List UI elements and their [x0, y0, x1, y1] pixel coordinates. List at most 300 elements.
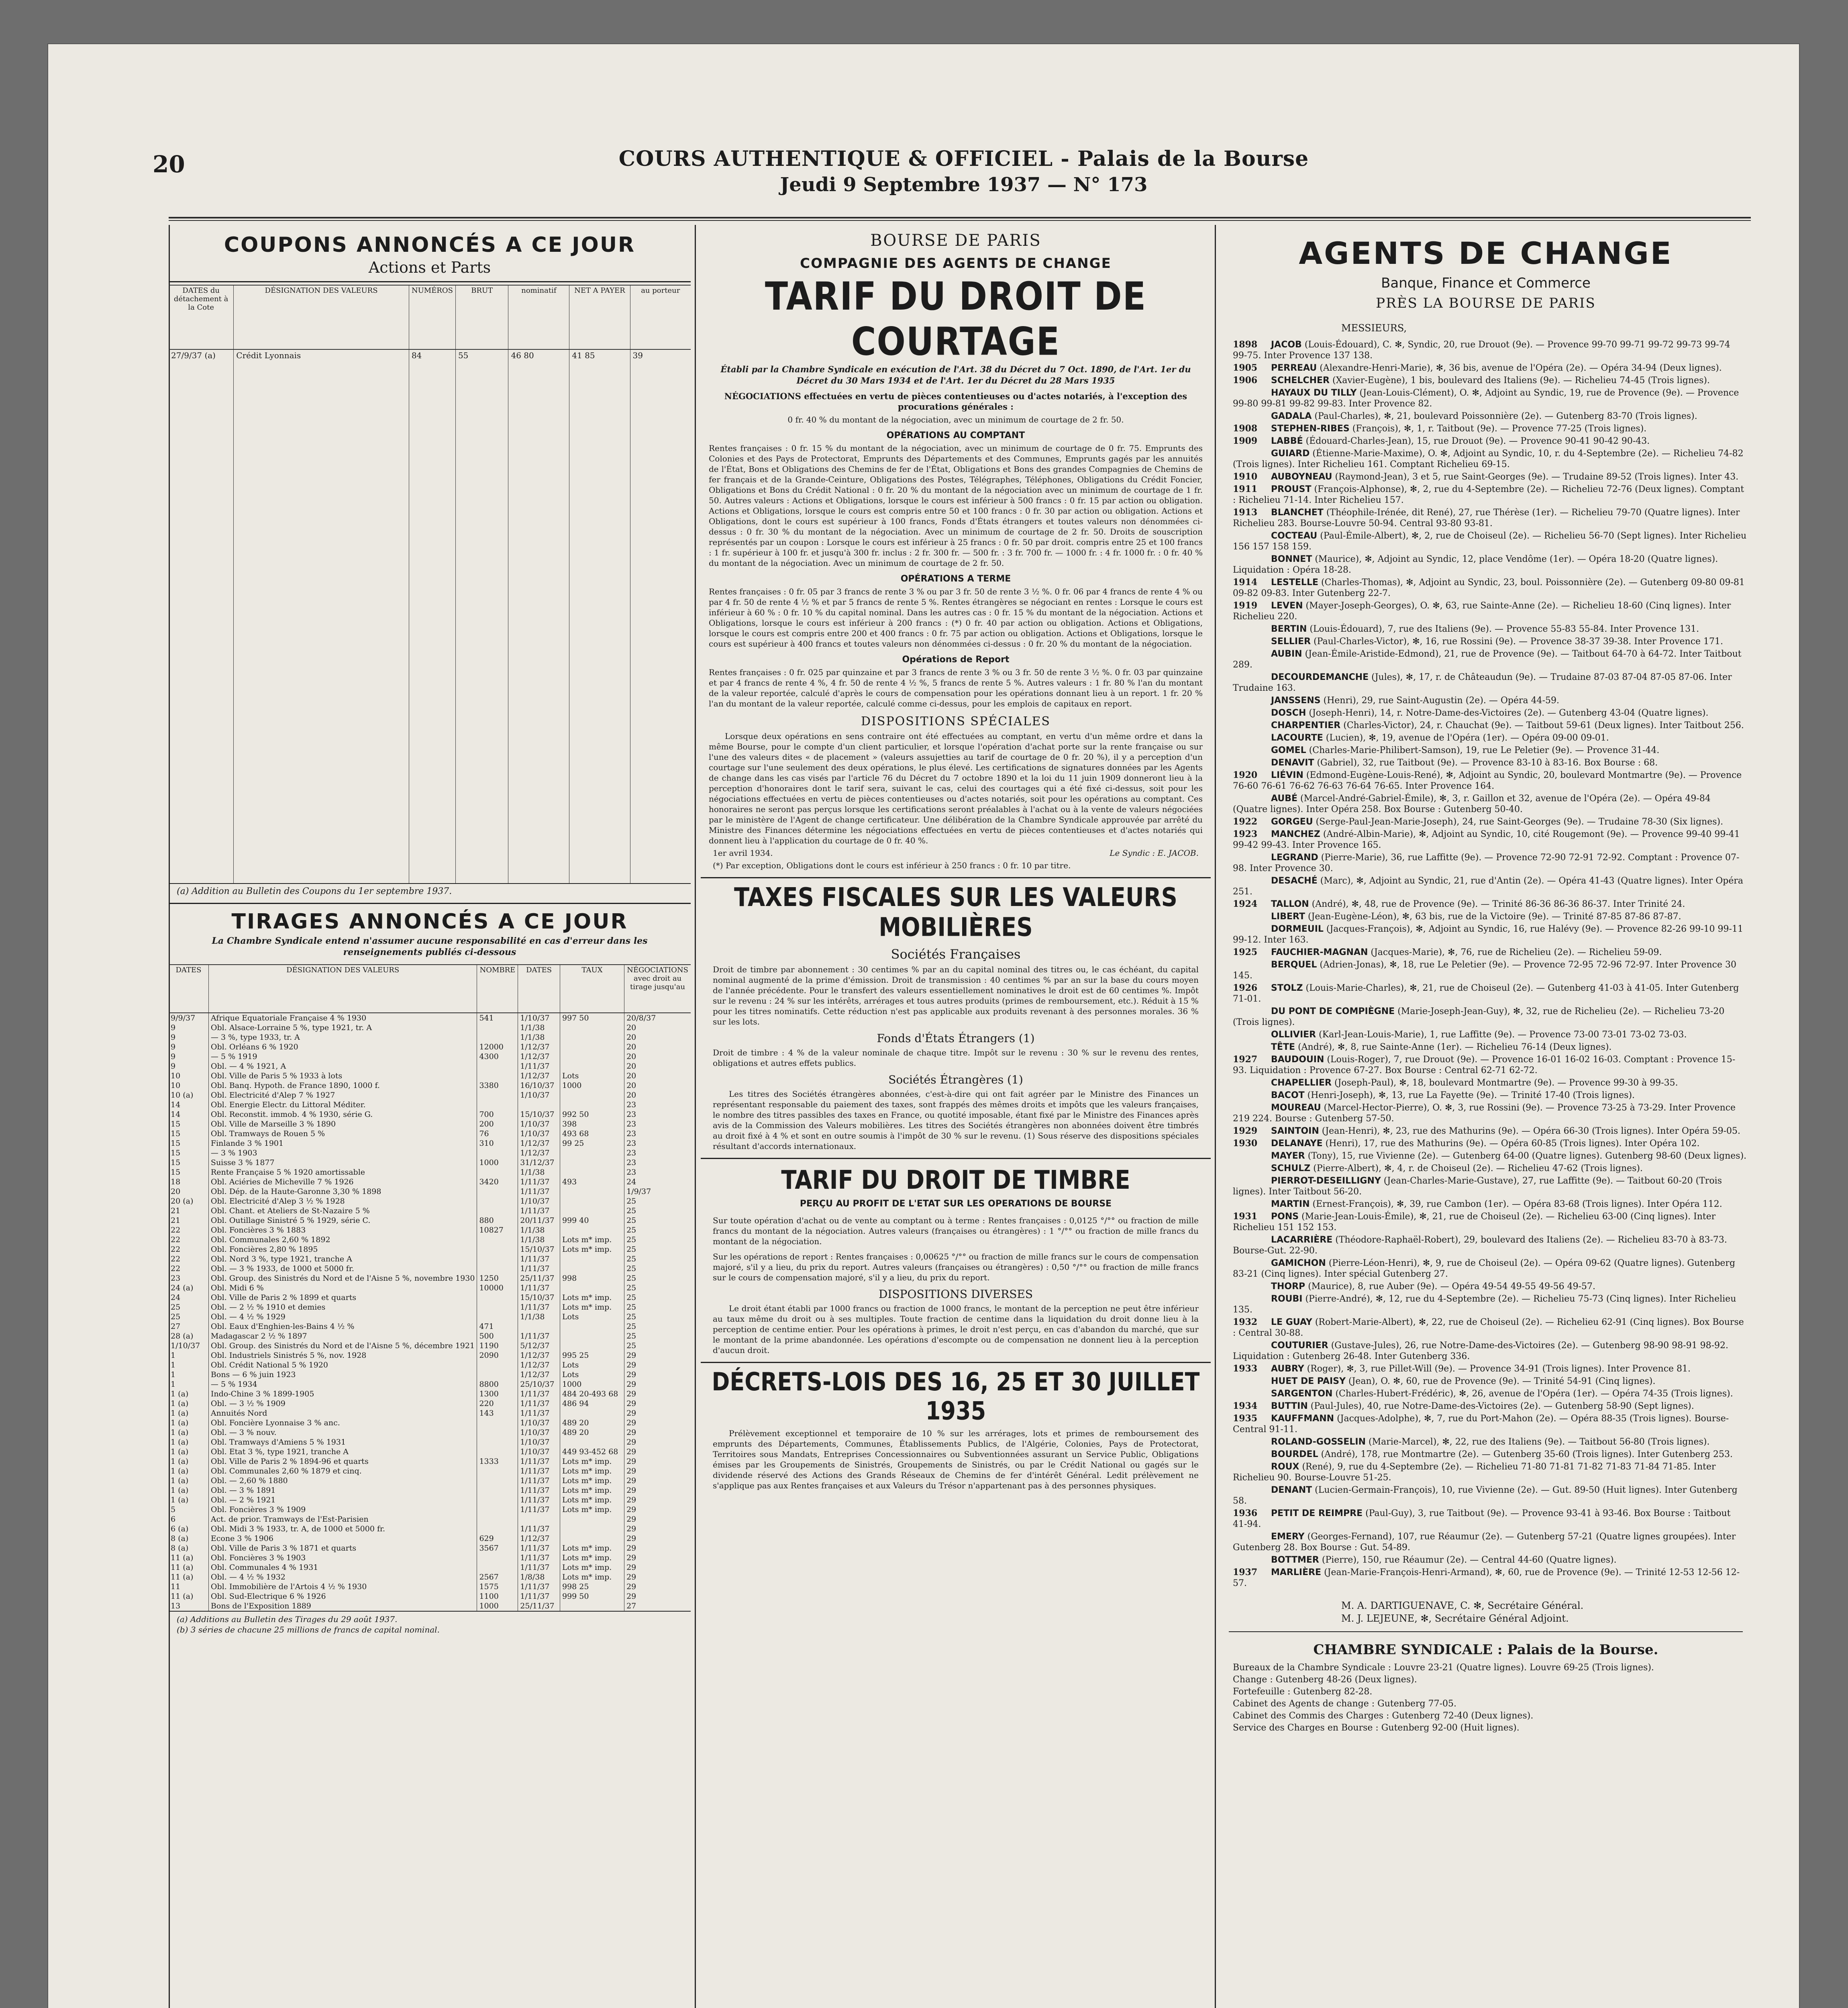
- agent-details: (Théophile-Irénée, dit René), 27, rue Thérèse (1er). — Richelieu 79-70 (Quatre lignes). Inter Richelieu 283. Bourse-Louvre 50-94. Central 93-80 93-81.: [1233, 508, 1740, 529]
- tirage-negociation: 20: [624, 1090, 691, 1100]
- agent-entry: [1233, 829, 1747, 851]
- tirage-taux: Lots: [560, 1360, 624, 1370]
- agent-name: ROUBI: [1271, 1294, 1303, 1304]
- tirage-negociation: 23: [624, 1148, 691, 1158]
- agent-name: FAUCHIER-MAGNAN: [1271, 947, 1368, 957]
- agent-details: (Paul-Émile-Albert), ✻, 2, rue de Choiseul (2e). — Richelieu 56-70 (Sept lignes). Inter Richelieu 156 157 158 159.: [1233, 531, 1747, 552]
- tirage-nombre: [477, 1418, 518, 1428]
- agent-name: JANSSENS: [1271, 696, 1321, 706]
- tirage-remb-date: 1/11/37: [518, 1331, 560, 1341]
- tirage-taux: [560, 1225, 624, 1235]
- societes-etrangeres-text: Les titres des Sociétés étrangères abonnées, c'est-à-dire qui ont fait agréer par le Ministre des Finances un représentant responsable du paiement des taxes, sont frappés des mêmes droits et impôts que les valeurs françaises, le nombre des titres passibles des taxes en France, ou quotité imposable, étant fixé par le Ministre des Finances après avis de la Commission des Valeurs mobilières. Les titres des Sociétés étrangères non abonnées doivent être timbrés au droit fixé à 4 % et sont en outre soumis à l'impôt de 30 % sur le revenu. (1) Sous réserve des dispositions spéciales résultant d'accords internationaux.: [713, 1089, 1199, 1151]
- agent-details: (Charles-Marie-Philibert-Samson), 19, rue Le Peletier (9e). — Provence 31-44.: [1309, 745, 1660, 755]
- fonds-etrangers-text: Droit de timbre : 4 % de la valeur nominale de chaque titre. Impôt sur le revenu : 30 % sur le revenu des rentes, obligations et autres effets publics.: [713, 1048, 1199, 1068]
- tirage-remb-date: 1/10/37: [518, 1447, 560, 1457]
- tirages-row: [169, 1245, 691, 1254]
- dispositions-title: DISPOSITIONS SPÉCIALES: [861, 714, 1050, 729]
- tirage-date: 8 (a): [171, 1534, 189, 1543]
- agent-details: (Lucien), ✻, 19, avenue de l'Opéra (1er). — Opéra 09-00 09-01.: [1326, 733, 1609, 743]
- agent-entry: [1233, 1151, 1747, 1161]
- dispositions-signoff: [713, 848, 1199, 858]
- tirage-taux: 489 20: [560, 1428, 624, 1437]
- tirage-negociation: 25: [624, 1322, 691, 1331]
- tirage-remb-date: 1/11/37: [518, 1206, 560, 1216]
- tarif-subtitle: Établi par la Chambre Syndicale en exécution de l'Art. 38 du Décret du 7 Oct. 1890, de l'Art. 1er du Décret du 30 Mars 1934 et de l'Art. 1er du Décret du 28 Mars 1935: [720, 364, 1191, 386]
- tirage-designation: Obl. Foncières 3 % 1909: [208, 1505, 477, 1514]
- tirage-nombre: 143: [477, 1408, 518, 1418]
- tirages-row: [169, 1322, 691, 1331]
- tirage-nombre: [477, 1264, 518, 1273]
- tirage-taux: Lots m* imp.: [560, 1466, 624, 1476]
- tirage-nombre: [477, 1486, 518, 1495]
- tirage-negociation: 29: [624, 1553, 691, 1563]
- tirage-nombre: 1575: [477, 1582, 518, 1592]
- tirage-taux: Lots: [560, 1071, 624, 1081]
- tirage-designation: Obl. — 2 % 1921: [208, 1495, 477, 1505]
- tirages-header-remb-dates: DATES: [518, 965, 560, 1013]
- tirage-designation: Obl. — 3 % 1933, de 1000 et 5000 fr.: [208, 1264, 477, 1273]
- tirage-date: 9: [171, 1023, 176, 1032]
- tirage-negociation: 20: [624, 1052, 691, 1061]
- tirage-taux: [560, 1408, 624, 1418]
- tirage-taux: 997 50: [560, 1013, 624, 1023]
- tirages-table: [169, 964, 691, 1611]
- tirage-nombre: [477, 1495, 518, 1505]
- tirage-negociation: 23: [624, 1110, 691, 1119]
- chambre-lines: [1233, 1662, 1743, 1734]
- tirage-remb-date: 1/10/37: [518, 1013, 560, 1023]
- agent-entry: [1233, 1363, 1747, 1374]
- tirages-row: [169, 1408, 691, 1418]
- tirage-remb-date: 1/11/37: [518, 1543, 560, 1553]
- agent-details: (Paul-Charles), ✻, 21, boulevard Poissonnière (2e). — Gutenberg 83-70 (Trois lignes).: [1314, 411, 1697, 421]
- agent-name: DECOURDEMANCHE: [1271, 672, 1369, 682]
- agent-entry: [1233, 1163, 1747, 1174]
- tirage-remb-date: 1/8/38: [518, 1572, 560, 1582]
- tirage-designation: Obl. Ville de Paris 5 % 1933 à lots: [208, 1071, 477, 1081]
- tirage-taux: Lots m* imp.: [560, 1476, 624, 1486]
- tirage-taux: [560, 1206, 624, 1216]
- agent-details: (Marie-Jean-Louis-Émile), ✻, 21, rue de Choiseul (2e). — Richelieu 63-00 (Cinq lignes). Inter Richelieu 151 152 153.: [1233, 1212, 1716, 1233]
- agent-entry: [1233, 1102, 1747, 1124]
- tirage-date: 1 (a): [171, 1438, 189, 1447]
- tirage-taux: 999 40: [560, 1216, 624, 1225]
- tirage-taux: [560, 1061, 624, 1071]
- tirage-nombre: [477, 1061, 518, 1071]
- agent-entry: [1233, 423, 1747, 434]
- agent-name: TÊTE: [1271, 1042, 1295, 1052]
- tirage-designation: — 3 %, type 1933, tr. A: [208, 1033, 477, 1042]
- agent-name: DU PONT DE COMPIÈGNE: [1271, 1006, 1395, 1016]
- agent-details: (Théodore-Raphaël-Robert), 29, boulevard des Italiens (2e). — Richelieu 83-70 à 83-73. Bourse-Gut. 22-90.: [1233, 1235, 1727, 1256]
- agent-entry: [1233, 899, 1747, 910]
- agent-name: COCTEAU: [1271, 531, 1318, 541]
- tirage-designation: Madagascar 2 ½ % 1897: [208, 1331, 477, 1341]
- agent-name: LE GUAY: [1271, 1317, 1312, 1327]
- tirage-nombre: [477, 1466, 518, 1476]
- tirage-designation: Obl. Foncières 3 % 1903: [208, 1553, 477, 1563]
- agent-entry: [1233, 852, 1747, 874]
- agent-name: BOURDEL: [1271, 1449, 1318, 1459]
- agent-name: PIERROT-DESEILLIGNY: [1271, 1176, 1381, 1186]
- agent-details: (Jean-Louis-Clément), O. ✻, Adjoint au Syndic, 19, rue de Provence (9e). — Provence 99-80 99-81 99-82 99-83. Inter Provence 82.: [1233, 388, 1739, 409]
- agent-entry: [1233, 388, 1747, 409]
- tirage-designation: Obl. Tramways d'Amiens 5 % 1931: [208, 1437, 477, 1447]
- negociations-rate: 0 fr. 40 % du montant de la négociation, avec un minimum de courtage de 2 fr. 50.: [787, 415, 1124, 424]
- tirage-nombre: [477, 1033, 518, 1042]
- agent-name: LIÉVIN: [1271, 770, 1303, 780]
- tirage-date: 1 (a): [171, 1496, 189, 1504]
- tirage-nombre: 471: [477, 1322, 518, 1331]
- diverses-text: Le droit étant établi par 1000 francs ou fraction de 1000 francs, le montant de la perception ne peut être inférieur au taux même du droit ou à ses multiples. Toute fraction de centime dans la liquidation du droit donne lieu à la perception de centime entier. Pour les opérations à primes, le droit n'est perçu, en cas d'abandon du marché, que sur le montant de la prime abandonnée. Les opérations d'escompte ou de compensation ne donnent lieu à la perception d'aucun droit.: [713, 1304, 1199, 1355]
- chambre-line: Change : Gutenberg 48-26 (Deux lignes).: [1233, 1675, 1417, 1685]
- tirage-taux: [560, 1196, 624, 1206]
- tirage-designation: Indo-Chine 3 % 1899-1905: [208, 1389, 477, 1399]
- agent-details: (André), ✻, 48, rue de Provence (9e). — Trinité 86-36 86-36 86-37. Inter Trinité 24.: [1312, 899, 1685, 909]
- agent-entry: [1233, 1235, 1747, 1256]
- agent-name: LESTELLE: [1271, 578, 1318, 588]
- tirage-remb-date: 1/1/38: [518, 1225, 560, 1235]
- tirages-row: [169, 1177, 691, 1187]
- tirage-designation: Obl. Outillage Sinistré 5 % 1929, série C.: [208, 1216, 477, 1225]
- taxes-title: TAXES FISCALES SUR LES VALEURS MOBILIÈRES: [734, 882, 1177, 943]
- tirage-nombre: 1100: [477, 1592, 518, 1601]
- tirage-remb-date: 1/11/37: [518, 1061, 560, 1071]
- tirage-nombre: 10827: [477, 1225, 518, 1235]
- agent-year: 1908: [1233, 423, 1258, 434]
- tirage-date: 1: [171, 1361, 176, 1369]
- tirage-designation: Obl. Eaux d'Enghien-les-Bains 4 ½ %: [208, 1322, 477, 1331]
- tirages-row: [169, 1090, 691, 1100]
- agent-name: STOLZ: [1271, 983, 1303, 993]
- timbre-title: TARIF DU DROIT DE TIMBRE: [781, 1165, 1130, 1195]
- tirages-row: [169, 1119, 691, 1129]
- agent-details: (Maurice), ✻, Adjoint au Syndic, 12, place Vendôme (1er). — Opéra 18-20 (Quatre lignes). Liquidation : Opéra 18-28.: [1233, 554, 1718, 575]
- tirages-row: [169, 1216, 691, 1225]
- tirages-header-designation: DÉSIGNATION DES VALEURS: [208, 965, 477, 1013]
- tirage-date: 11 (a): [171, 1563, 194, 1572]
- tirage-negociation: 29: [624, 1582, 691, 1592]
- tirage-designation: Obl. Ville de Paris 3 % 1871 et quarts: [208, 1543, 477, 1553]
- tirage-taux: 489 20: [560, 1418, 624, 1428]
- tirage-negociation: 29: [624, 1447, 691, 1457]
- tirage-date: 14: [171, 1110, 181, 1119]
- tirage-taux: 99 25: [560, 1139, 624, 1148]
- tirage-date: 1/10/37: [171, 1341, 200, 1350]
- agent-entry: [1233, 1006, 1747, 1028]
- tirages-row: [169, 1158, 691, 1167]
- agent-details: (Maurice), 8, rue Auber (9e). — Opéra 49-54 49-55 49-56 49-57.: [1308, 1282, 1595, 1292]
- tirage-negociation: 25: [624, 1273, 691, 1283]
- tirage-date: 1 (a): [171, 1428, 189, 1437]
- tirage-taux: [560, 1524, 624, 1534]
- tirage-taux: Lots: [560, 1370, 624, 1379]
- agent-name: PETIT DE REIMPRE: [1271, 1508, 1363, 1518]
- tirage-nombre: 541: [477, 1013, 518, 1023]
- tirage-negociation: 1/9/37: [624, 1187, 691, 1196]
- agent-details: (Jacques-François), ✻, Adjoint au Syndic, 16, rue Halévy (9e). — Provence 82-26 99-10 99-11 99-12. Inter 163.: [1233, 924, 1743, 945]
- tirage-taux: 486 94: [560, 1399, 624, 1408]
- tirage-date: 24: [171, 1293, 181, 1302]
- tirage-remb-date: 1/11/37: [518, 1466, 560, 1476]
- agent-name: LEVEN: [1271, 601, 1303, 611]
- tirages-header-nombre: NOMBRE: [477, 965, 518, 1013]
- tirage-date: 1 (a): [171, 1399, 189, 1408]
- agent-details: (Alexandre-Henri-Marie), ✻, 36 bis, avenue de l'Opéra (2e). — Opéra 34-94 (Deux lignes).: [1320, 363, 1722, 373]
- coupon-date: 27/9/37 (a): [171, 351, 216, 360]
- agent-entry: [1233, 1042, 1747, 1053]
- tirages-row: [169, 1437, 691, 1447]
- tirage-designation: Obl. — 4 ½ % 1929: [208, 1312, 477, 1322]
- tirage-negociation: 25: [624, 1302, 691, 1312]
- tirage-negociation: 29: [624, 1457, 691, 1466]
- coupons-header-brut: BRUT: [455, 285, 508, 349]
- tirage-designation: Obl. Industriels Sinistrés 5 %, nov. 1928: [208, 1351, 477, 1360]
- tirage-negociation: 25: [624, 1225, 691, 1235]
- tirage-taux: 999 50: [560, 1592, 624, 1601]
- agent-details: (Pierre-Léon-Henri), ✻, 9, rue de Choiseul (2e). — Opéra 09-62 (Quatre lignes). Gutenberg 83-21 (Cinq lignes). Inter spécial Gutenberg 27.: [1233, 1258, 1736, 1279]
- agent-details: (Georges-Fernand), 107, rue Réaumur (2e). — Gutenberg 57-21 (Quatre lignes groupées). Inter Gutenberg 28. Box Bourse : Gut. 54-89.: [1233, 1532, 1736, 1553]
- tirages-header-taux: TAUX: [560, 965, 624, 1013]
- tirage-nombre: [477, 1360, 518, 1370]
- tirage-remb-date: 1/12/37: [518, 1351, 560, 1360]
- tirage-remb-date: 1/11/37: [518, 1254, 560, 1264]
- tirage-taux: 1000: [560, 1081, 624, 1090]
- agent-details: (Tony), 15, rue Vivienne (2e). — Gutenberg 64-00 (Quatre lignes). Gutenberg 98-60 (Deux lignes).: [1307, 1151, 1747, 1161]
- agent-name: DOSCH: [1271, 708, 1306, 718]
- agent-name: SCHELCHER: [1271, 375, 1330, 386]
- tirage-negociation: 25: [624, 1331, 691, 1341]
- agent-name: DESACHÉ: [1271, 876, 1318, 886]
- tirage-taux: [560, 1167, 624, 1177]
- tirage-designation: Obl. Ville de Paris 2 % 1899 et quarts: [208, 1293, 477, 1302]
- tirages-row: [169, 1033, 691, 1042]
- tirage-date: 14: [171, 1100, 181, 1109]
- tirage-negociation: 25: [624, 1254, 691, 1264]
- agent-name: BOTTMER: [1271, 1555, 1319, 1565]
- tirages-row: [169, 1601, 691, 1611]
- agent-details: (Edmond-Eugène-Louis-René), ✻, Adjoint au Syndic, 20, boulevard Montmartre (9e). — Provence 76-60 76-61 76-62 76-63 76-64 76-65. Inter Provence 164.: [1233, 770, 1742, 791]
- tirage-remb-date: 1/12/37: [518, 1148, 560, 1158]
- tirage-designation: Obl. Foncières 2,80 % 1895: [208, 1245, 477, 1254]
- tirage-negociation: 25: [624, 1312, 691, 1322]
- agent-name: DENANT: [1271, 1485, 1312, 1495]
- bourse-header: BOURSE DE PARIS: [870, 231, 1041, 250]
- tirage-date: 1 (a): [171, 1447, 189, 1456]
- agent-details: (Henri), 17, rue des Mathurins (9e). — Opéra 60-85 (Trois lignes). Inter Opéra 102.: [1325, 1139, 1700, 1149]
- tirage-taux: 995 25: [560, 1351, 624, 1360]
- tirage-negociation: 25: [624, 1341, 691, 1351]
- tirage-remb-date: 15/10/37: [518, 1110, 560, 1119]
- agent-name: DENAVIT: [1271, 758, 1314, 768]
- tirage-nombre: [477, 1447, 518, 1457]
- tirage-negociation: 29: [624, 1524, 691, 1534]
- tirages-footnotes: [169, 1611, 691, 1637]
- tirage-remb-date: 1/1/38: [518, 1167, 560, 1177]
- tirage-designation: Obl. Ville de Paris 2 % 1894-96 et quarts: [208, 1457, 477, 1466]
- agent-name: BACOT: [1271, 1090, 1305, 1100]
- agent-year: 1931: [1233, 1211, 1258, 1222]
- tarif-section-text: Rentes françaises : 0 fr. 15 % du montant de la négociation, avec un minimum de courtage de 0 fr. 75. Emprunts des Colonies et des Pays de Protectorat, Emprunts des Départements et des Communes, Emprunts gagés par les annuités de l'État, Bons et Obligations des Chemins de fer de l'État, Obligations et Bons des grandes Compagnies de Chemins de fer français et de la Grande-Ceinture, Obligations des Postes, Télégraphes, Téléphones, Obligations du Crédit Foncier, Obligations et Bons du Crédit National : 0 fr. 20 % du montant de la négociation avec un minimum de courtage de 1 fr. 50. Autres valeurs : Actions et Obligations, lorsque le cours est inférieur à 500 francs : 0 fr. 15 par action ou obligation. Actions et Obligations, lorsque le cours est compris entre 50 et 100 francs : 0 fr. 30 par action ou obligation. Actions et Obligations, dont le cours est supérieur à 100 francs, Fonds d'États étrangers et toutes valeurs non dénommées ci-dessus : 0 fr. 30 % du montant de la négociation. Avec un minimum de courtage de 2 fr. 50. Droits de souscription représentés par un coupon : Lorsque le cours est inférieur à 25 francs : 0 fr. 50 par droit. compris entre 25 et 100 francs : 1 fr. supérieur à 100 fr. et jusqu'à 300 fr. inclus : 2 fr. 300 fr. — 500 fr. : 3 fr. 700 fr. — 1000 fr. : 4 fr. 1000 fr. : 0 fr. 40 % du montant de la négociation. Avec un minimum de courtage de 2 fr. 50.: [709, 443, 1203, 568]
- agent-details: (Charles-Hubert-Frédéric), ✻, 26, avenue de l'Opéra (1er). — Opéra 74-35 (Trois lignes).: [1335, 1389, 1733, 1399]
- agent-name: PERREAU: [1271, 363, 1317, 373]
- tirage-date: 22: [171, 1245, 181, 1254]
- tirage-date: 15: [171, 1139, 181, 1148]
- tirage-nombre: [477, 1023, 518, 1033]
- tirage-nombre: [477, 1148, 518, 1158]
- tirage-negociation: 29: [624, 1466, 691, 1476]
- agent-entry: [1233, 708, 1747, 718]
- agent-name: DELANAYE: [1271, 1139, 1323, 1149]
- agent-year: 1935: [1233, 1413, 1258, 1424]
- agent-details: (André), ✻, 8, rue Sainte-Anne (1er). — Richelieu 76-14 (Deux lignes).: [1298, 1042, 1612, 1052]
- tirage-remb-date: 1/11/37: [518, 1476, 560, 1486]
- coupon-number: 84: [409, 349, 455, 365]
- tirages-row: [169, 1370, 691, 1379]
- agent-entry: [1233, 436, 1747, 447]
- tirages-row: [169, 1543, 691, 1553]
- tirage-date: 24 (a): [171, 1284, 194, 1292]
- tirage-remb-date: 25/10/37: [518, 1379, 560, 1389]
- tirages-row: [169, 1148, 691, 1158]
- tirages-row: [169, 1052, 691, 1061]
- agent-name: AUBÉ: [1271, 794, 1298, 804]
- coupons-row: [169, 349, 691, 365]
- tirage-nombre: [477, 1370, 518, 1379]
- tirages-row: [169, 1302, 691, 1312]
- tirage-date: 1 (a): [171, 1390, 189, 1398]
- agent-name: ROLAND-GOSSELIN: [1271, 1437, 1366, 1447]
- tirage-negociation: 25: [624, 1245, 691, 1254]
- tirage-designation: Obl. Ville de Marseille 3 % 1890: [208, 1119, 477, 1129]
- agent-name: CHAPELLIER: [1271, 1078, 1332, 1088]
- tirage-taux: 493 68: [560, 1129, 624, 1139]
- tirages-row: [169, 1100, 691, 1110]
- tirage-negociation: 29: [624, 1514, 691, 1524]
- tirage-remb-date: 1/12/37: [518, 1052, 560, 1061]
- tirage-nombre: 8800: [477, 1379, 518, 1389]
- agent-details: (Marie-Joseph-Jean-Guy), ✻, 32, rue de Richelieu (2e). — Richelieu 73-20 (Trois lignes).: [1233, 1006, 1725, 1027]
- agent-details: (Jean), O. ✻, 60, rue de Provence (9e). — Trinité 54-91 (Cinq lignes).: [1348, 1376, 1656, 1386]
- tirage-nombre: [477, 1206, 518, 1216]
- coupons-title: COUPONS ANNONCÉS A CE JOUR: [224, 233, 636, 257]
- tirage-date: 10 (a): [171, 1091, 194, 1100]
- agent-name: BERTIN: [1271, 624, 1307, 634]
- tirage-remb-date: 1/1/38: [518, 1312, 560, 1322]
- tirage-negociation: 29: [624, 1437, 691, 1447]
- tirage-nombre: 1333: [477, 1457, 518, 1466]
- tirage-negociation: 25: [624, 1235, 691, 1245]
- tirage-date: 15: [171, 1149, 181, 1157]
- agent-details: (Serge-Paul-Jean-Marie-Joseph), 24, rue Saint-Georges (9e). — Trudaine 78-30 (Six lignes).: [1316, 817, 1724, 827]
- agent-name: LIBERT: [1271, 912, 1305, 922]
- tirage-taux: [560, 1264, 624, 1273]
- tirage-taux: [560, 1534, 624, 1543]
- agent-year: 1929: [1233, 1126, 1258, 1136]
- tirage-designation: Obl. Electricité d'Alep 3 ½ % 1928: [208, 1196, 477, 1206]
- tirages-row: [169, 1167, 691, 1177]
- agent-details: (Marie-Marcel), ✻, 22, rue des Italiens (9e). — Taitbout 56-80 (Trois lignes).: [1369, 1437, 1710, 1447]
- left-column: [169, 225, 691, 1637]
- agent-details: (Jean-Charles-Marie-Gustave), 27, rue Laffitte (9e). — Taitbout 60-20 (Trois lignes). Inter Taitbout 56-20.: [1233, 1176, 1722, 1197]
- tirage-nombre: [477, 1476, 518, 1486]
- tirage-nombre: [477, 1514, 518, 1524]
- tirages-row: [169, 1514, 691, 1524]
- tirage-designation: Bons de l'Exposition 1889: [208, 1601, 477, 1611]
- agent-details: (Pierre), 150, rue Réaumur (2e). — Central 44-60 (Quatre lignes).: [1322, 1555, 1617, 1565]
- agent-details: (Marc), ✻, Adjoint au Syndic, 21, rue d'Antin (2e). — Opéra 41-43 (Quatre lignes). Inter Opéra 251.: [1233, 876, 1743, 897]
- tirage-taux: [560, 1052, 624, 1061]
- tirage-remb-date: 1/11/37: [518, 1264, 560, 1273]
- agent-details: (Pierre-André), ✻, 12, rue du 4-Septembre (2e). — Richelieu 75-73 (Cinq lignes). Inter Richelieu 135.: [1233, 1294, 1736, 1315]
- tirage-designation: Econe 3 % 1906: [208, 1534, 477, 1543]
- tirage-taux: [560, 1187, 624, 1196]
- tirage-remb-date: 1/1/38: [518, 1033, 560, 1042]
- tirage-date: 9: [171, 1033, 176, 1042]
- agent-entry: [1233, 363, 1747, 373]
- agent-entry: [1233, 911, 1747, 922]
- tirage-nombre: 500: [477, 1331, 518, 1341]
- agent-name: THORP: [1271, 1282, 1305, 1292]
- agent-entry: [1233, 1199, 1747, 1210]
- tirage-nombre: [477, 1071, 518, 1081]
- tirage-remb-date: 1/12/37: [518, 1360, 560, 1370]
- agent-details: (Roger), ✻, 3, rue Pillet-Will (9e). — Provence 34-91 (Trois lignes). Inter Provence 81.: [1307, 1364, 1691, 1374]
- tirage-designation: Rente Française 5 % 1920 amortissable: [208, 1167, 477, 1177]
- tirage-remb-date: 20/11/37: [518, 1216, 560, 1225]
- agent-entry: [1233, 1401, 1747, 1412]
- agent-details: (René), 9, rue du 4-Septembre (2e). — Richelieu 71-80 71-81 71-82 71-83 71-84 71-85. Inter Richelieu 90. Bourse-Louvre 51-25.: [1233, 1462, 1716, 1483]
- tirage-designation: Obl. Orléans 6 % 1920: [208, 1042, 477, 1052]
- agent-name: BAUDOUIN: [1271, 1055, 1324, 1065]
- agent-entry: [1233, 624, 1747, 635]
- tirage-designation: Obl. Electricité d'Alep 7 % 1927: [208, 1090, 477, 1100]
- tirage-date: 23: [171, 1274, 181, 1283]
- right-column: [1221, 225, 1751, 1734]
- tirage-designation: Obl. Alsace-Lorraine 5 %, type 1921, tr. A: [208, 1023, 477, 1033]
- agent-name: HUET DE PAISY: [1271, 1376, 1346, 1386]
- agent-name: BLANCHET: [1271, 508, 1324, 518]
- tirage-designation: Obl. Foncière Lyonnaise 3 % anc.: [208, 1418, 477, 1428]
- agent-year: 1922: [1233, 816, 1258, 827]
- tirage-negociation: 20: [624, 1071, 691, 1081]
- agent-entry: [1233, 959, 1747, 981]
- tirage-date: 11 (a): [171, 1573, 194, 1582]
- tirage-designation: Obl. — 3 % 1891: [208, 1486, 477, 1495]
- tarif-sections: [701, 431, 1211, 709]
- tirage-designation: Obl. Nord 3 %, type 1921, tranche A: [208, 1254, 477, 1264]
- tirage-taux: Lots m* imp.: [560, 1293, 624, 1302]
- tarif-section-title: OPÉRATIONS AU COMPTANT: [886, 431, 1025, 441]
- agent-name: AUBOYNEAU: [1271, 472, 1332, 482]
- tirage-negociation: 29: [624, 1543, 691, 1553]
- tirage-negociation: 29: [624, 1408, 691, 1418]
- agent-name: KAUFFMANN: [1271, 1414, 1334, 1424]
- tirage-negociation: 25: [624, 1293, 691, 1302]
- agent-entry: [1233, 1461, 1747, 1483]
- tirage-date: 11: [171, 1582, 181, 1591]
- tirage-designation: Obl. — 3 % nouv.: [208, 1428, 477, 1437]
- tirage-remb-date: 1/11/37: [518, 1177, 560, 1187]
- tarif-section-title: Opérations de Report: [902, 655, 1010, 665]
- tirage-date: 9/9/37: [171, 1014, 196, 1022]
- agent-details: (Henri), 29, rue Saint-Augustin (2e). — Opéra 44-59.: [1323, 696, 1560, 706]
- agent-year: 1937: [1233, 1567, 1258, 1577]
- tirages-row: [169, 1081, 691, 1090]
- secretaries: [1341, 1599, 1751, 1625]
- agents-subtitle: Banque, Finance et Commerce: [1381, 275, 1591, 291]
- coupon-net: 41 85: [569, 349, 630, 365]
